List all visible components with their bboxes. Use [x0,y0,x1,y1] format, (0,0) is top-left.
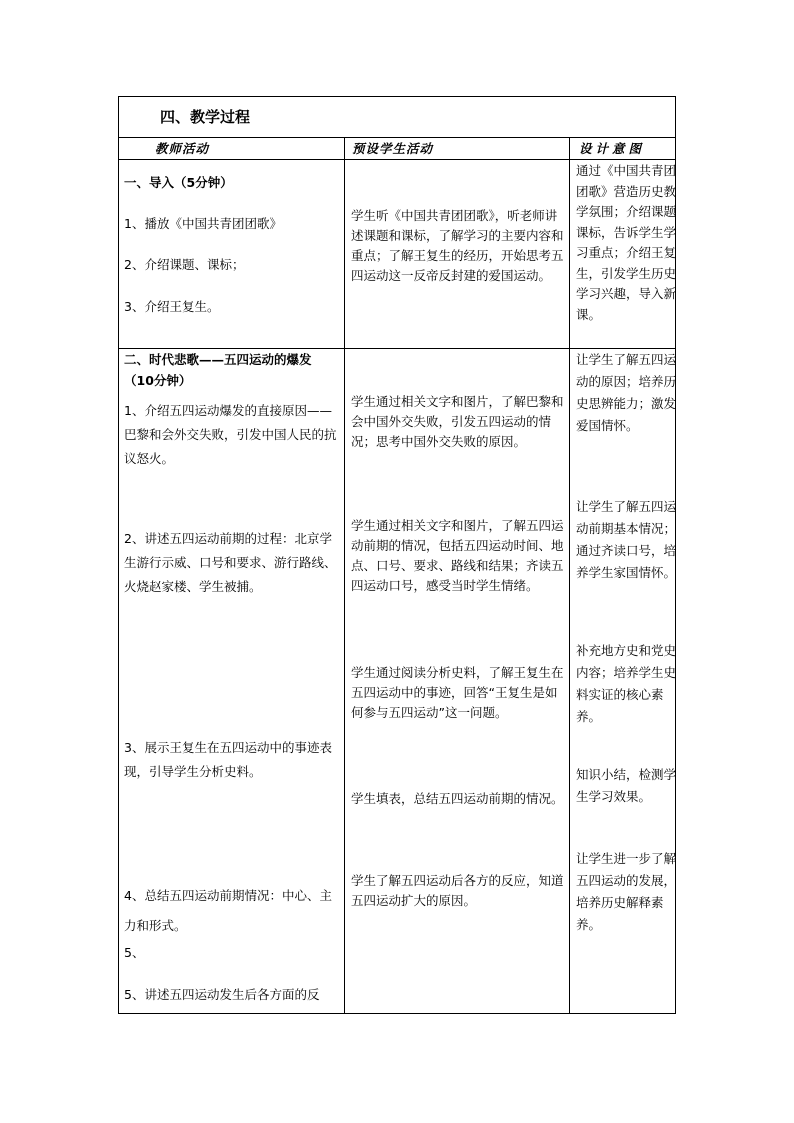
row2-student-activity-1: 学生通过相关文字和图片，了解巴黎和会中国外交失败，引发五四运动的情况；思考中国外交失败的原因。 [351,394,564,449]
row2-design-intent-2: 让学生了解五四运动前期基本情况；通过齐读口号，培养学生家国情怀。 [576,499,677,580]
table-border-left [118,96,119,1014]
row2-teacher-item-4: 4、总结五四运动前期情况：中心、主力和形式。 [124,888,332,933]
header-design-intent: 设计意图 [579,141,646,156]
header-student-activity: 预设学生活动 [352,141,434,156]
row2-teacher-item-2: 2、讲述五四运动前期的过程：北京学生游行示威、口号和要求、游行路线、火烧赵家楼、学生被捕。 [124,531,337,594]
column-divider-2 [569,137,570,1014]
row2-student-activity-4: 学生填表，总结五四运动前期的情况。 [351,791,564,806]
row2-teacher-item-5b: 5、讲述五四运动发生后各方面的反 [124,987,320,1002]
row2-design-intent-4: 知识小结，检测学生学习效果。 [576,767,677,804]
section-title: 四、教学过程 [160,108,251,126]
row2-design-intent-1: 让学生了解五四运动的原因；培养历史思辨能力；激发爱国情怀。 [576,352,677,433]
row2-design-intent-5: 让学生进一步了解五四运动的发展，培养历史解释素养。 [576,851,677,932]
table-border-top [118,96,675,97]
title-row-bottom-line [118,137,675,138]
row1-design-intent: 通过《中国共青团团歌》营造历史教学氛围；介绍课题课标，告诉学生学习重点；介绍王复生，引发学生历史学习兴趣，导入新课。 [576,163,677,322]
row2-student-activity-3: 学生通过阅读分析史料，了解王复生在五四运动中的事迹，回答“王复生是如何参与五四运动”这一问题。 [351,665,564,720]
table-border-bottom [118,1013,675,1014]
row1-teacher-item: 1、播放《中国共青团团歌》 [124,216,282,231]
row1-teacher-item: 3、介绍王复生。 [124,299,220,314]
row1-teacher-item: 2、介绍课题、课标； [124,257,245,272]
row2-design-intent-3: 补充地方史和党史内容；培养学生史料实证的核心素养。 [576,643,677,724]
row2-student-activity-5: 学生了解五四运动后各方的反应，知道五四运动扩大的原因。 [351,873,564,908]
row2-teacher-item-1: 1、介绍五四运动爆发的直接原因——巴黎和会外交失败，引发中国人民的抗议怒火。 [124,403,337,466]
row2-teacher-heading: 二、时代悲歌——五四运动的爆发（10分钟） [124,352,312,388]
row2-teacher-item-3: 3、展示王复生在五四运动中的事迹表现，引导学生分析史料。 [124,740,332,779]
row1-student-activity: 学生听《中国共青团团歌》，听老师讲述课题和课标，了解学习的主要内容和重点；了解王复生的经历，开始思考五四运动这一反帝反封建的爱国运动。 [351,208,564,283]
header-row-bottom-line [118,159,675,160]
row1-teacher-heading: 一、导入（5分钟） [124,175,233,190]
header-teacher-activity: 教师活动 [155,141,210,156]
column-divider-1 [344,137,345,1014]
row2-student-activity-2: 学生通过相关文字和图片，了解五四运动前期的情况，包括五四运动时间、地点、口号、要求、路线和结果；齐读五四运动口号，感受当时学生情绪。 [351,518,564,593]
row2-teacher-item-5a: 5、 [124,945,145,960]
